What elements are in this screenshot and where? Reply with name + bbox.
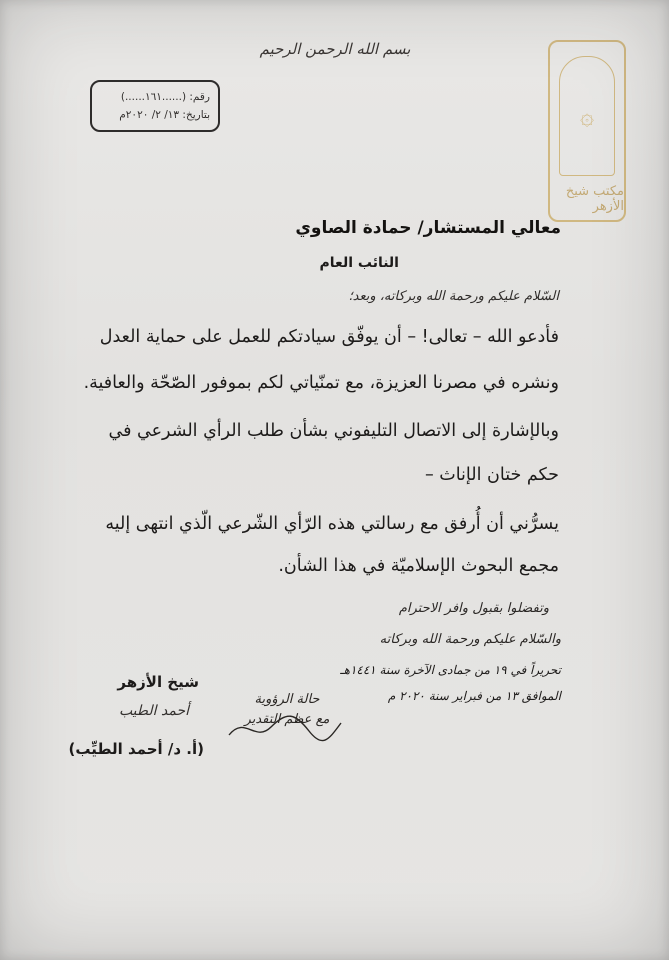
signature-name: (أ. د/ أحمد الطيِّب) [68, 740, 204, 758]
body-line-1: فأدعو الله – تعالى! – أن يوفّق سيادتكم للعمل على حماية العدل [99, 327, 559, 347]
handwritten-note-line-1: حالة الرؤوية [254, 692, 320, 707]
body-line-6: مجمع البحوث الإسلاميّة في هذا الشأن. [278, 556, 559, 576]
body-line-2: ونشره في مصرنا العزيزة، مع تمنّياتي لكم بموفور الصّحّة والعافية. [83, 373, 559, 393]
greeting: السّلام عليكم ورحمة الله وبركاته، وبعد؛ [348, 289, 559, 304]
al-azhar-emblem [548, 40, 626, 222]
mosque-arch-icon: ۞ [559, 56, 615, 176]
body-line-3: وبالإشارة إلى الاتصال التليفوني بشأن طلب الرأي الشرعي في [108, 421, 559, 441]
closing-salutation: والسّلام عليكم ورحمة الله وبركاته [379, 632, 561, 647]
basmala: بسم الله الرحمن الرحيم [259, 40, 411, 58]
reference-date: بتاريخ: ١٣/ ٢/ ٢٠٢٠م [119, 109, 210, 121]
addressee-name: معالي المستشار/ حمادة الصاوي [295, 218, 561, 238]
reference-box [90, 80, 220, 132]
signature-title: شيخ الأزهر [117, 673, 199, 691]
signature-stroke [225, 705, 345, 745]
addressee-title: النائب العام [319, 255, 399, 271]
emblem-caption: مكتب شيخ الأزهر [565, 184, 624, 214]
reference-number: رقم: (......١٦١......) [120, 91, 210, 103]
handwritten-note-line-2: مع عظم التقدير [244, 712, 330, 727]
closing-respect: وتفضلوا بقبول وافر الاحترام [398, 601, 549, 616]
signature-handwritten: أحمد الطيب [118, 703, 189, 719]
issue-date-hijri: تحريراً في ١٩ من جمادى الآخرة سنة ١٤٤١هـ [340, 663, 561, 677]
body-line-5: يسرُّني أن أُرفق مع رسالتي هذه الرّأي الشّرعي الّذي انتهى إليه [105, 514, 559, 534]
body-line-4: حكم ختان الإناث – [424, 465, 559, 485]
issue-date-gregorian: الموافق ١٣ من فبراير سنة ٢٠٢٠ م [387, 689, 561, 703]
